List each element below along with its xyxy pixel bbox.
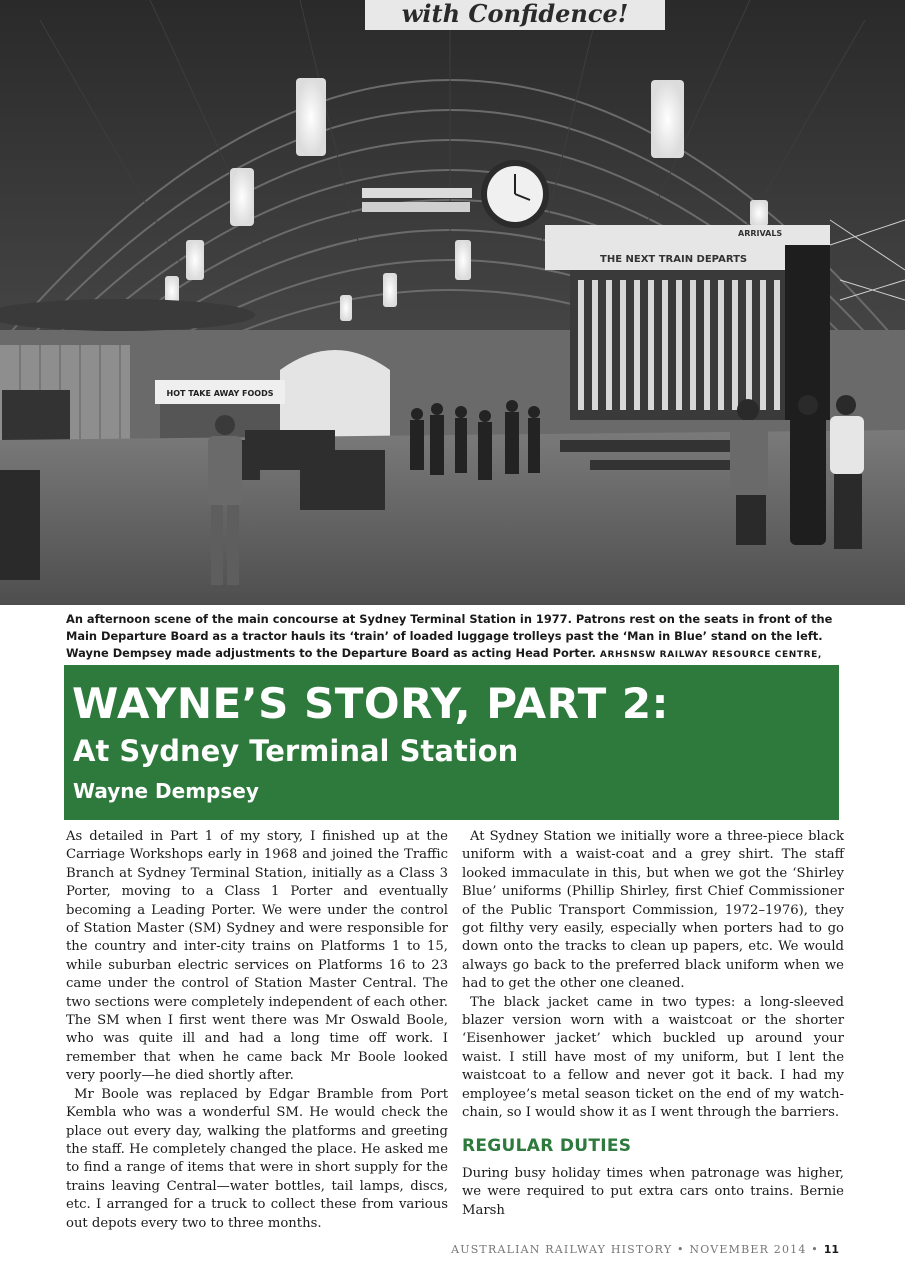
page-footer bbox=[451, 1243, 839, 1256]
caption-text: An afternoon scene of the main concourse at Sydney Terminal Station in 1977. Patrons rest on the seats in front of the Main Departure Board as a tractor hauls its ‘train’ of loaded luggage trolleys past the ‘Man in Blue’ stand on the left. Wayne Dempsey made adjustments to the Departure Board as acting Head Porter. bbox=[66, 612, 833, 660]
departure-board-side-sign: ARRIVALS bbox=[738, 229, 783, 238]
footer-publication: AUSTRALIAN RAILWAY HISTORY bbox=[451, 1243, 673, 1256]
article-column-left bbox=[66, 828, 448, 1233]
footer-separator: • bbox=[676, 1243, 685, 1256]
article-title: WAYNE’S STORY, PART 2: bbox=[72, 679, 669, 728]
paragraph: The black jacket came in two types: a long-sleeved blazer version worn with a waistcoat or the shorter ‘Eisenhower jacket’ which buckled up around your waist. I still have most of my uniform, but I lent the waistcoat to a fellow and never got it back. I had my employee’s metal season ticket on the end of my watch-chain, so I would show it as I went through the barriers. bbox=[462, 994, 844, 1121]
article-subtitle: At Sydney Terminal Station bbox=[73, 734, 519, 768]
station-clock-icon bbox=[481, 160, 549, 228]
title-banner bbox=[64, 665, 839, 820]
article-author: Wayne Dempsey bbox=[73, 779, 259, 803]
concourse-photo bbox=[0, 0, 905, 605]
paragraph: As detailed in Part 1 of my story, I finished up at the Carriage Workshops early in 1968 and joined the Traffic Branch at Sydney Terminal Station, initially as a Class 3 Porter, moving to a Class 1 Porter and eventually becoming a Leading Porter. We were under the control of Station Master (SM) Sydney and were responsible for the country and inter-city trains on Platforms 1 to 15, while suburban electric services on Platforms 16 to 23 came under the control of Station Master Central. The two sections were completely independent of each other. The SM when I first went there was Mr Oswald Boole, who was quite ill and had a long time off work. I remember that when he came back Mr Boole looked very poorly—he died shortly after. bbox=[66, 829, 448, 1084]
concourse-floor bbox=[0, 430, 905, 605]
departure-board bbox=[545, 225, 830, 420]
footer-separator: • bbox=[811, 1243, 819, 1256]
departure-board-sign: THE NEXT TRAIN DEPARTS bbox=[600, 254, 748, 265]
footer-issue: NOVEMBER 2014 bbox=[689, 1243, 807, 1256]
caption-credit: ARHSNSW RAILWAY RESOURCE CENTRE, bbox=[599, 650, 822, 660]
entrance-arch bbox=[280, 350, 390, 440]
kiosk-sign-text: HOT TAKE AWAY FOODS bbox=[166, 389, 274, 398]
section-heading: REGULAR DUTIES bbox=[462, 1135, 632, 1156]
page-number: 11 bbox=[823, 1243, 839, 1256]
article-column-right bbox=[462, 828, 844, 1220]
paragraph: During busy holiday times when patronage was higher, we were required to put extra cars onto trains. Bernie Marsh bbox=[462, 1165, 844, 1218]
concourse-photo-illustration bbox=[0, 0, 905, 605]
right-pedestrians bbox=[730, 395, 864, 549]
paragraph: At Sydney Station we initially wore a three-piece black uniform with a waist-coat and a grey shirt. The staff looked immaculate in this, but when we got the ‘Shirley Blue’ uniforms (Phillip Shirley, first Chief Commissioner of the Public Transport Commission, 1972–1976), they got filthy very easily, especially when porters had to go down onto the tracks to clean up papers, etc. We would always go back to the preferred black uniform when we had to get the other one cleaned. bbox=[462, 829, 844, 992]
top-banner-text: with Confidence! bbox=[401, 0, 629, 28]
paragraph: Mr Boole was replaced by Edgar Bramble from Port Kembla who was a wonderful SM. He would check the place out every day, walking the platforms and greeting the staff. He completely changed the place. He asked me to find a range of items that were in short supply for the trains leaving Central—water bottles, tail lamps, discs, etc. I arranged for a truck to collect these from various out depots every two to three months. bbox=[66, 1086, 448, 1231]
